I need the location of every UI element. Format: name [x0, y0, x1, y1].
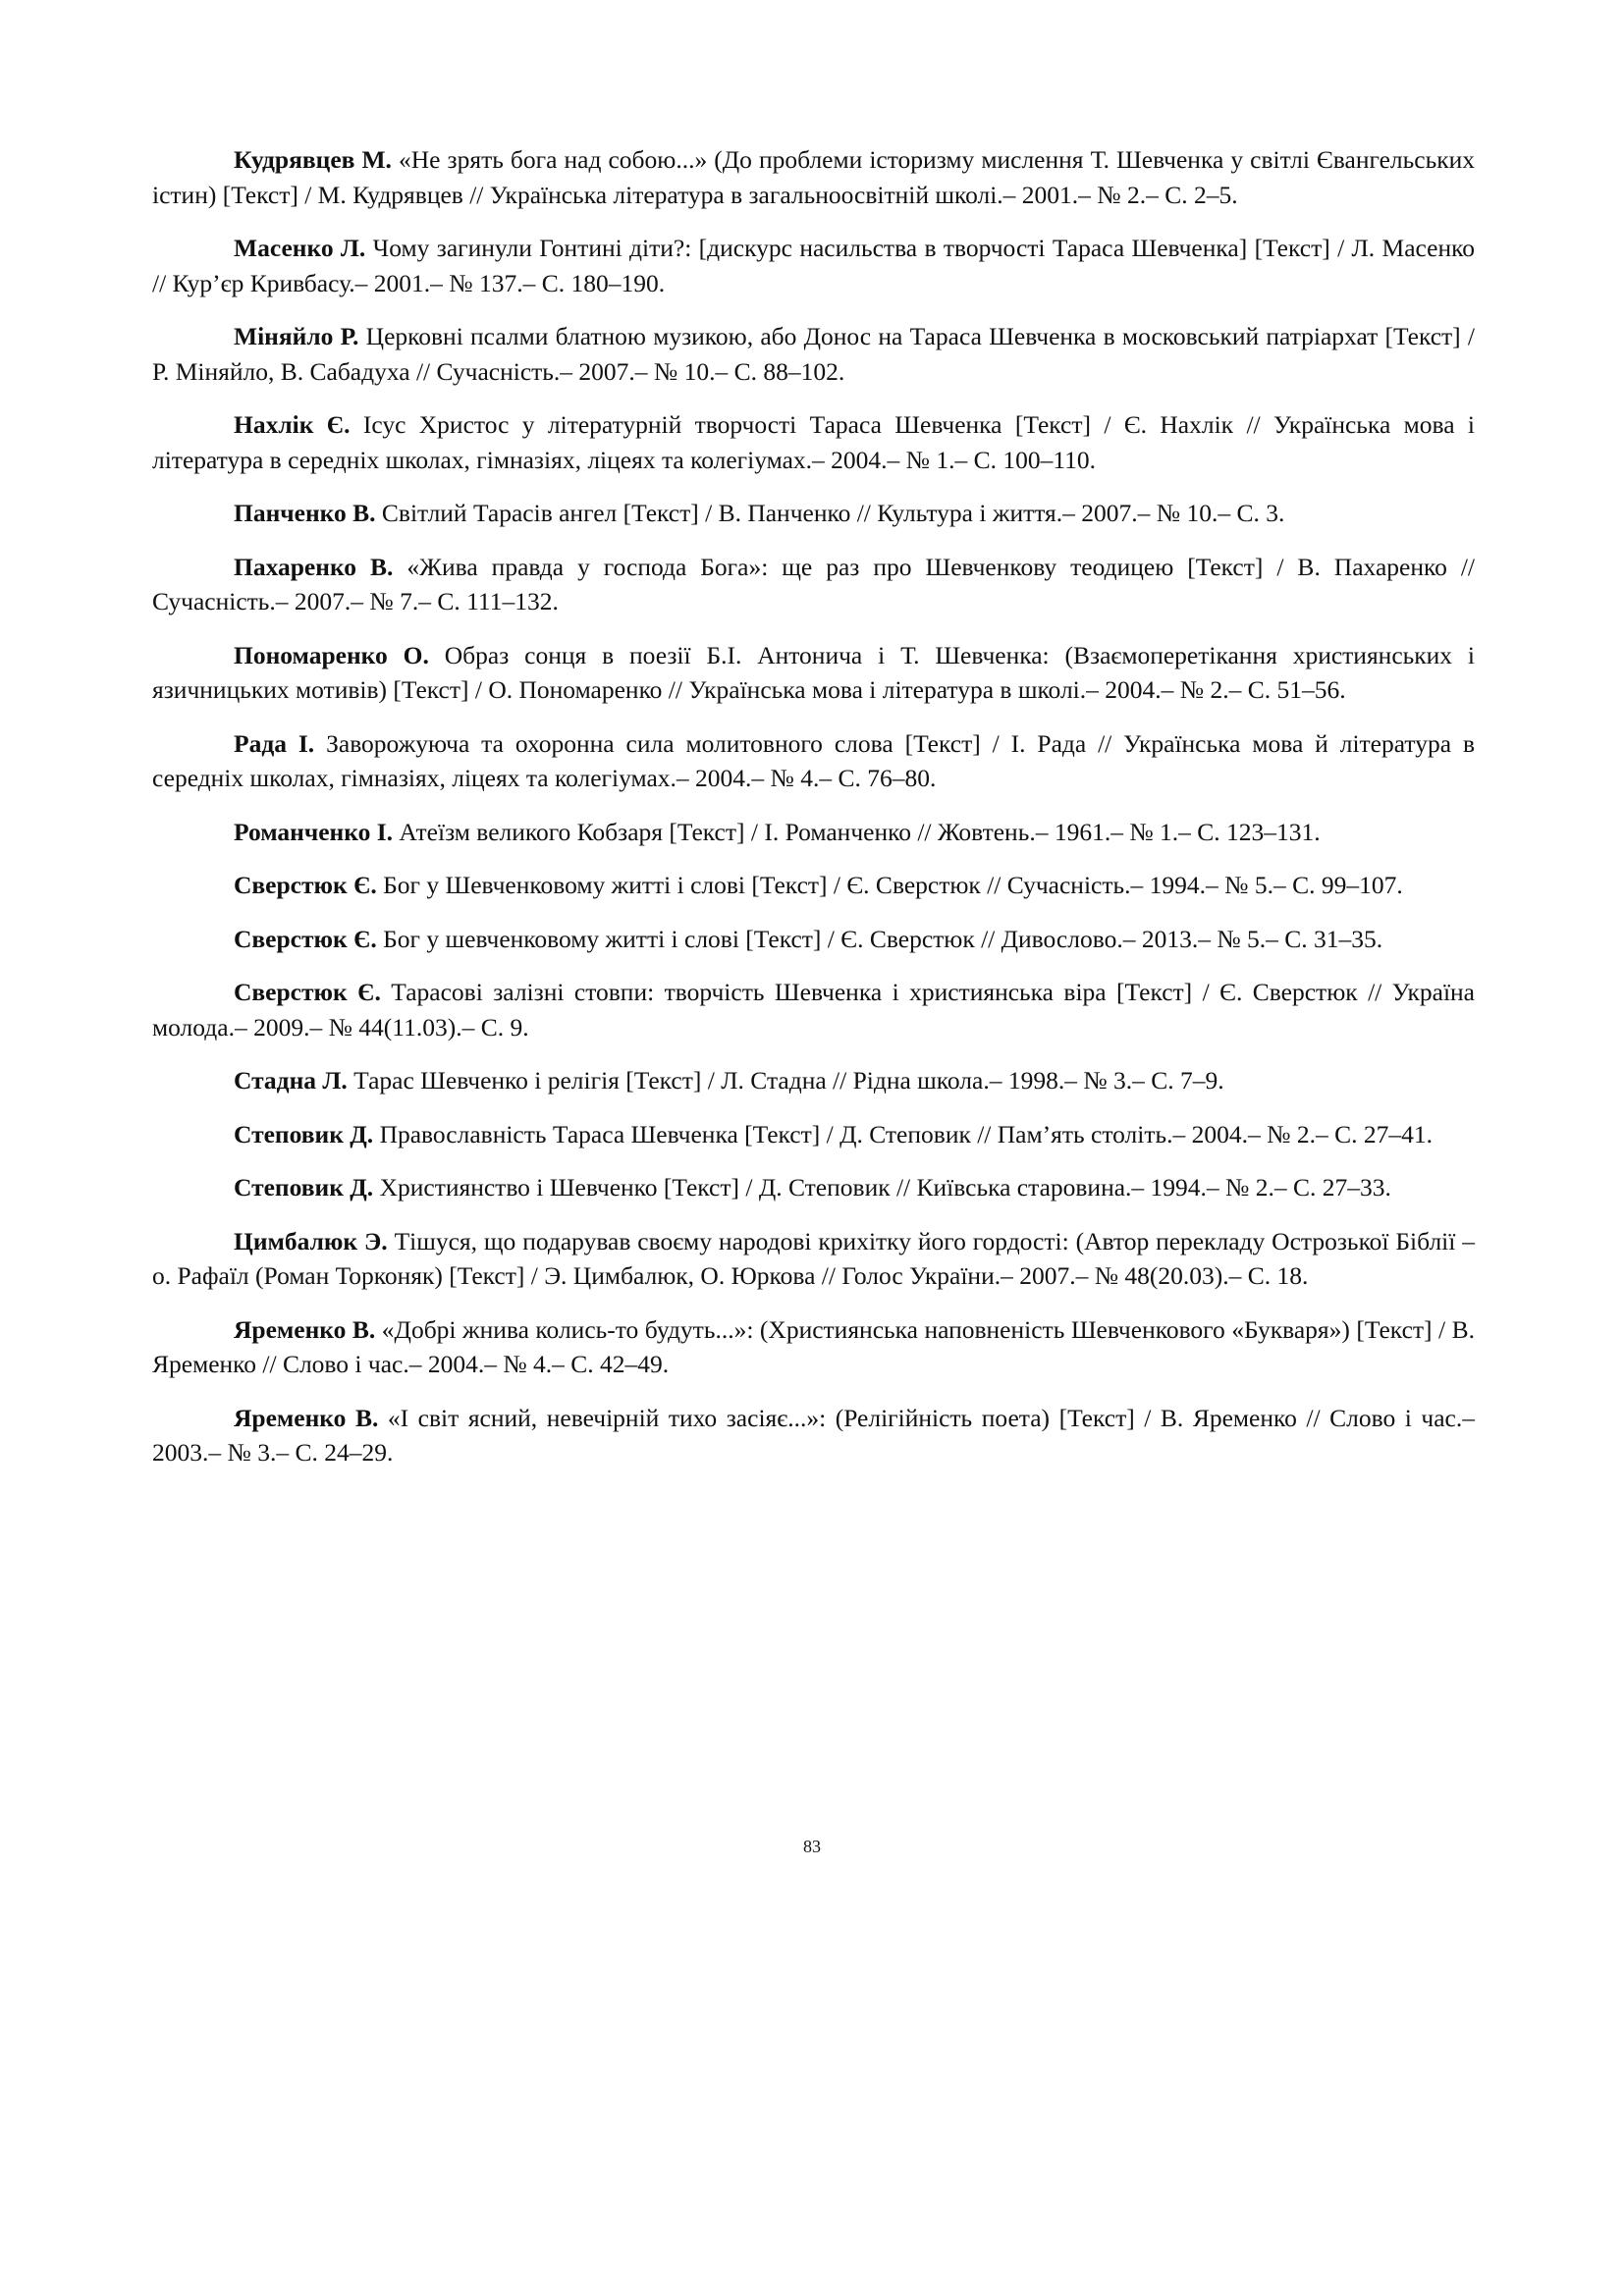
entry-text: Християнство і Шевченко [Текст] / Д. Степовик // Київська старовина.– 1994.– № 2.– С. 27–33. — [373, 1173, 1391, 1201]
entry-author: Яременко В. — [234, 1403, 379, 1432]
entry-author: Кудрявцев М. — [234, 145, 392, 174]
bibliography-entry — [152, 1224, 1475, 1294]
entry-author: Міняйло Р. — [234, 322, 359, 350]
entry-author: Степовик Д. — [234, 1173, 374, 1201]
entry-text: Церковні псалми блатною музикою, або Донос на Тараса Шевченка в московський патріархат [Текст] / Р. Міняйло, В. Сабадуха // Сучасність.– 2007.– № 10.– С. 88–102. — [152, 322, 1475, 386]
entry-author: Стадна Л. — [234, 1066, 348, 1095]
entry-author: Сверстюк Є. — [234, 871, 377, 899]
entry-author: Масенко Л. — [234, 234, 366, 262]
entry-text: Світлий Тарасів ангел [Текст] / В. Панченко // Культура і життя.– 2007.– № 10.– С. 3. — [375, 499, 1285, 527]
bibliography-entry — [152, 1117, 1475, 1152]
entry-author: Пономаренко О. — [234, 640, 429, 669]
bibliography-entry — [152, 638, 1475, 708]
entry-text: Тарас Шевченко і релігія [Текст] / Л. Стадна // Рідна школа.– 1998.– № 3.– С. 7–9. — [347, 1066, 1224, 1095]
page-number: 83 — [803, 1837, 821, 1856]
entry-text: Заворожуюча та охоронна сила молитовного слова [Текст] / І. Рада // Українська мова й література в середніх школах, гімназіях, ліцеях та колегіумах.– 2004.– № 4.– С. 76–80. — [152, 728, 1475, 792]
bibliography-entry — [152, 496, 1475, 531]
bibliography-entry — [152, 975, 1475, 1044]
entry-text: Атеїзм великого Кобзаря [Текст] / І. Романченко // Жовтень.– 1961.– № 1.– С. 123–131. — [393, 817, 1321, 846]
bibliography-entry — [152, 407, 1475, 477]
entry-author: Сверстюк Є. — [234, 978, 381, 1006]
entry-text: Православність Тараса Шевченка [Текст] / Д. Степовик // Пам’ять століть.– 2004.– № 2.– С. 27–41. — [373, 1119, 1433, 1148]
entry-author: Романченко І. — [234, 817, 394, 846]
entry-author: Яременко В. — [234, 1314, 376, 1344]
entry-text: «Добрі жнива колись-то будуть...»: (Християнська наповненість Шевченкового «Букваря») [Текст] / В. Яременко // Слово і час.– 2004.– № 4.– С. 42–49. — [152, 1314, 1475, 1378]
entry-text: Образ сонця в поезії Б.І. Антонича і Т. Шевченка: (Взаємоперетікання християнських і язичницьких мотивів) [Текст] / О. Пономаренко // Українська мова і література в школі.– 2004.– № 2.– С. 51–56. — [152, 640, 1476, 704]
bibliography-list — [152, 142, 1475, 1489]
entry-text: Ісус Христос у літературній творчості Тараса Шевченка [Текст] / Є. Нахлік // Українська мова і література в середніх школах, гімназіях, ліцеях та колегіумах.– 2004.– № 1.– С. 100–110. — [152, 410, 1475, 474]
entry-text: Бог у Шевченковому житті і слові [Текст] / Є. Сверстюк // Сучасність.– 1994.– № 5.– С. 99–107. — [376, 871, 1403, 899]
bibliography-entry — [152, 726, 1475, 796]
entry-author: Пахаренко В. — [234, 552, 394, 581]
entry-author: Сверстюк Є. — [234, 924, 377, 953]
entry-text: «І світ ясний, невечірній тихо засіяє...»: (Релігійність поета) [Текст] / В. Яременко // Слово і час.– 2003.– № 3.– С. 24–29. — [152, 1403, 1475, 1467]
bibliography-entry — [152, 1401, 1475, 1470]
bibliography-entry — [152, 319, 1475, 389]
bibliography-entry — [152, 142, 1475, 212]
entry-text: Тішуся, що подарував своєму народові крихітку його гордості: (Автор перекладу Острозької Біблії – о. Рафаїл (Роман Торконяк) [Текст] / Э. Цимбалюк, О. Юркова // Голос України.– 2007.– № 48(20.03).– С. 18. — [152, 1226, 1475, 1290]
bibliography-entry — [152, 922, 1475, 957]
entry-text: «Не зрять бога над собою...» (До проблеми історизму мислення Т. Шевченка у світлі Євангельських істин) [Текст] / М. Кудрявцев // Українська література в загальноосвітній школі.– 2001.– № 2.– С. 2–5. — [152, 145, 1475, 209]
bibliography-entry — [152, 868, 1475, 903]
entry-author: Панченко В. — [234, 499, 376, 527]
entry-author: Степовик Д. — [234, 1119, 374, 1148]
entry-text: Бог у шевченковому житті і слові [Текст] / Є. Сверстюк // Дивослово.– 2013.– № 5.– С. 31–35. — [376, 924, 1383, 953]
bibliography-entry — [152, 550, 1475, 619]
entry-text: Чому загинули Гонтині діти?: [дискурс насильства в творчості Тараса Шевченка] [Текст] / Л. Масенко // Кур’єр Кривбасу.– 2001.– № 137.– С. 180–190. — [152, 234, 1475, 297]
bibliography-entry — [152, 231, 1475, 300]
entry-text: Тарасові залізні стовпи: творчість Шевченка і християнська віра [Текст] / Є. Сверстюк // Україна молода.– 2009.– № 44(11.03).– С. 9. — [152, 978, 1476, 1041]
entry-text: «Жива правда у господа Бога»: ще раз про Шевченкову теодицею [Текст] / В. Пахаренко // Сучасність.– 2007.– № 7.– С. 111–132. — [152, 552, 1475, 615]
bibliography-entry — [152, 815, 1475, 850]
entry-author: Нахлік Є. — [234, 410, 351, 439]
bibliography-entry — [152, 1312, 1475, 1382]
bibliography-entry — [152, 1063, 1475, 1098]
entry-author: Цимбалюк Э. — [234, 1226, 388, 1255]
bibliography-entry — [152, 1170, 1475, 1205]
entry-author: Рада І. — [234, 728, 315, 758]
